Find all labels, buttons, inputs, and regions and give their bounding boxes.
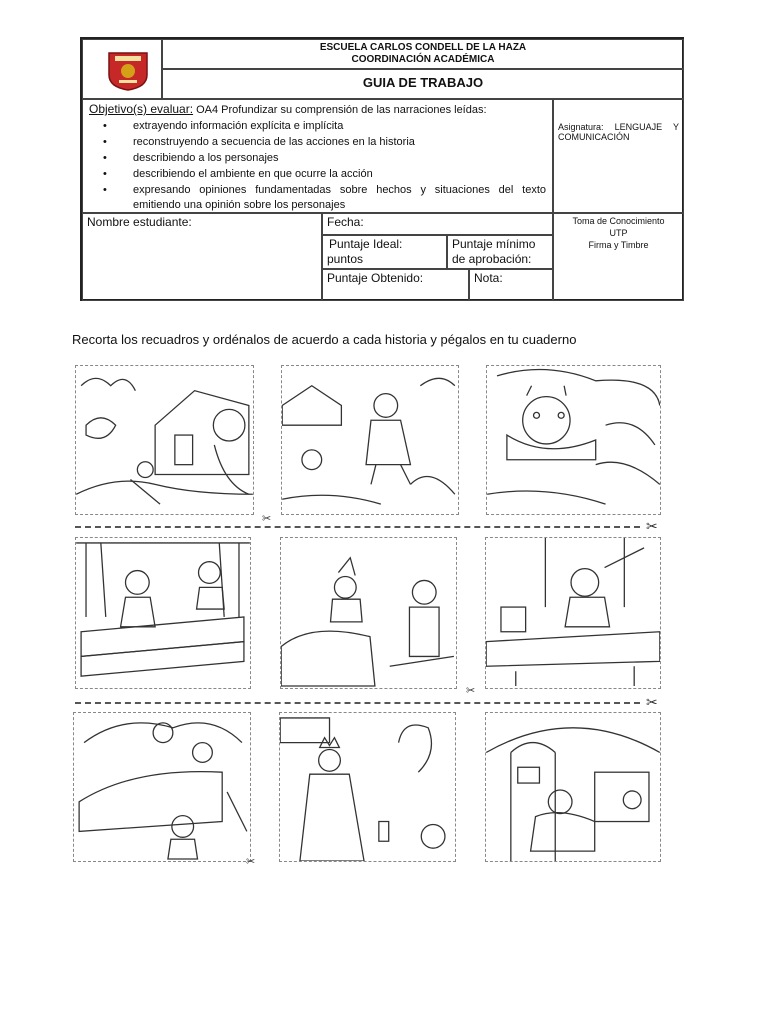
story-panel-dwarf-village[interactable] bbox=[281, 365, 459, 515]
illustration-dwarf-village bbox=[282, 366, 458, 514]
subject-cell: Asignatura: LENGUAJE Y COMUNICACIÓN bbox=[553, 99, 684, 213]
story-panel-bedroom[interactable] bbox=[280, 537, 457, 689]
min-score-field[interactable] bbox=[447, 235, 553, 269]
date-field[interactable] bbox=[322, 213, 553, 235]
story-panel-house-garden[interactable] bbox=[75, 365, 254, 515]
obtained-score-label: Puntaje Obtenido: bbox=[327, 271, 424, 285]
objective-item: • describiendo a los personajes bbox=[103, 150, 546, 166]
logo-cell bbox=[82, 39, 162, 99]
story-panel-bedside[interactable] bbox=[73, 712, 251, 862]
worksheet-header-table bbox=[80, 37, 684, 301]
instruction-text: Recorta los recuadros y ordénalos de acuerdo a cada historia y pégalos en tu cuaderno bbox=[72, 332, 577, 347]
school-name: ESCUELA CARLOS CONDELL DE LA HAZA bbox=[319, 42, 527, 53]
objectives-list bbox=[89, 118, 546, 198]
story-panel-bear-tree[interactable] bbox=[486, 365, 661, 515]
illustration-bear-tree bbox=[487, 366, 660, 514]
min-score-label: Puntaje mínimo bbox=[452, 237, 536, 251]
utp-line-3: Firma y Timbre bbox=[588, 240, 649, 250]
school-name-cell bbox=[162, 39, 684, 69]
cut-line-2 bbox=[75, 702, 640, 704]
utp-line-1: Toma de Conocimiento bbox=[572, 216, 665, 226]
illustration-castle bbox=[280, 713, 455, 861]
story-panel-cottage[interactable] bbox=[485, 712, 661, 862]
guide-title: GUIA DE TRABAJO bbox=[162, 69, 684, 99]
illustration-bedside bbox=[74, 713, 250, 861]
illustration-swing bbox=[486, 538, 660, 688]
scissors-icon: ✂ bbox=[646, 518, 658, 534]
date-label: Fecha: bbox=[327, 215, 364, 229]
objective-item: • reconstruyendo a secuencia de las acciones en la historia bbox=[103, 134, 546, 150]
objective-text: OA4 Profundizar su comprensión de las narraciones leídas: bbox=[193, 104, 487, 116]
story-panel-swing[interactable] bbox=[485, 537, 661, 689]
objective-label: Objetivo(s) evaluar: bbox=[89, 102, 194, 116]
story-panel-castle[interactable] bbox=[279, 712, 456, 862]
objective-item: • extrayendo información explícita e implícita bbox=[103, 118, 546, 134]
cut-line-1 bbox=[75, 526, 640, 528]
scissors-icon: ✂ bbox=[646, 694, 658, 710]
ideal-score-field[interactable] bbox=[322, 235, 447, 269]
objective-item-continued: emitiendo una opinión sobre los personajes bbox=[133, 199, 346, 211]
objective-heading bbox=[89, 102, 546, 116]
story-panel-theater[interactable] bbox=[75, 537, 251, 689]
objective-item: • expresando opiniones fundamentadas sobre hechos y situaciones del texto bbox=[103, 182, 546, 198]
scissors-icon: ✂ bbox=[246, 856, 256, 868]
scissors-icon: ✂ bbox=[262, 513, 272, 525]
grade-field[interactable] bbox=[469, 269, 553, 301]
obtained-score-field[interactable] bbox=[322, 269, 469, 301]
objectives-cell bbox=[82, 99, 553, 213]
coordination-name: COORDINACIÓN ACADÉMICA bbox=[351, 54, 495, 65]
illustration-theater bbox=[76, 538, 250, 688]
min-score-label-2: de aprobación: bbox=[452, 252, 532, 266]
ideal-score-unit: puntos bbox=[327, 252, 364, 266]
objective-item: • describiendo el ambiente en que ocurre la acción bbox=[103, 166, 546, 182]
illustration-cottage bbox=[486, 713, 660, 861]
school-logo bbox=[107, 51, 149, 91]
scissors-icon: ✂ bbox=[466, 685, 476, 697]
grade-label: Nota: bbox=[474, 271, 503, 285]
student-name-label: Nombre estudiante: bbox=[87, 215, 192, 229]
utp-line-2: UTP bbox=[609, 228, 628, 238]
illustration-house-garden bbox=[76, 366, 253, 514]
utp-signature-cell bbox=[553, 213, 684, 301]
illustration-bedroom bbox=[281, 538, 456, 688]
student-name-field[interactable] bbox=[82, 213, 322, 301]
ideal-score-label: Puntaje Ideal: bbox=[329, 237, 403, 251]
